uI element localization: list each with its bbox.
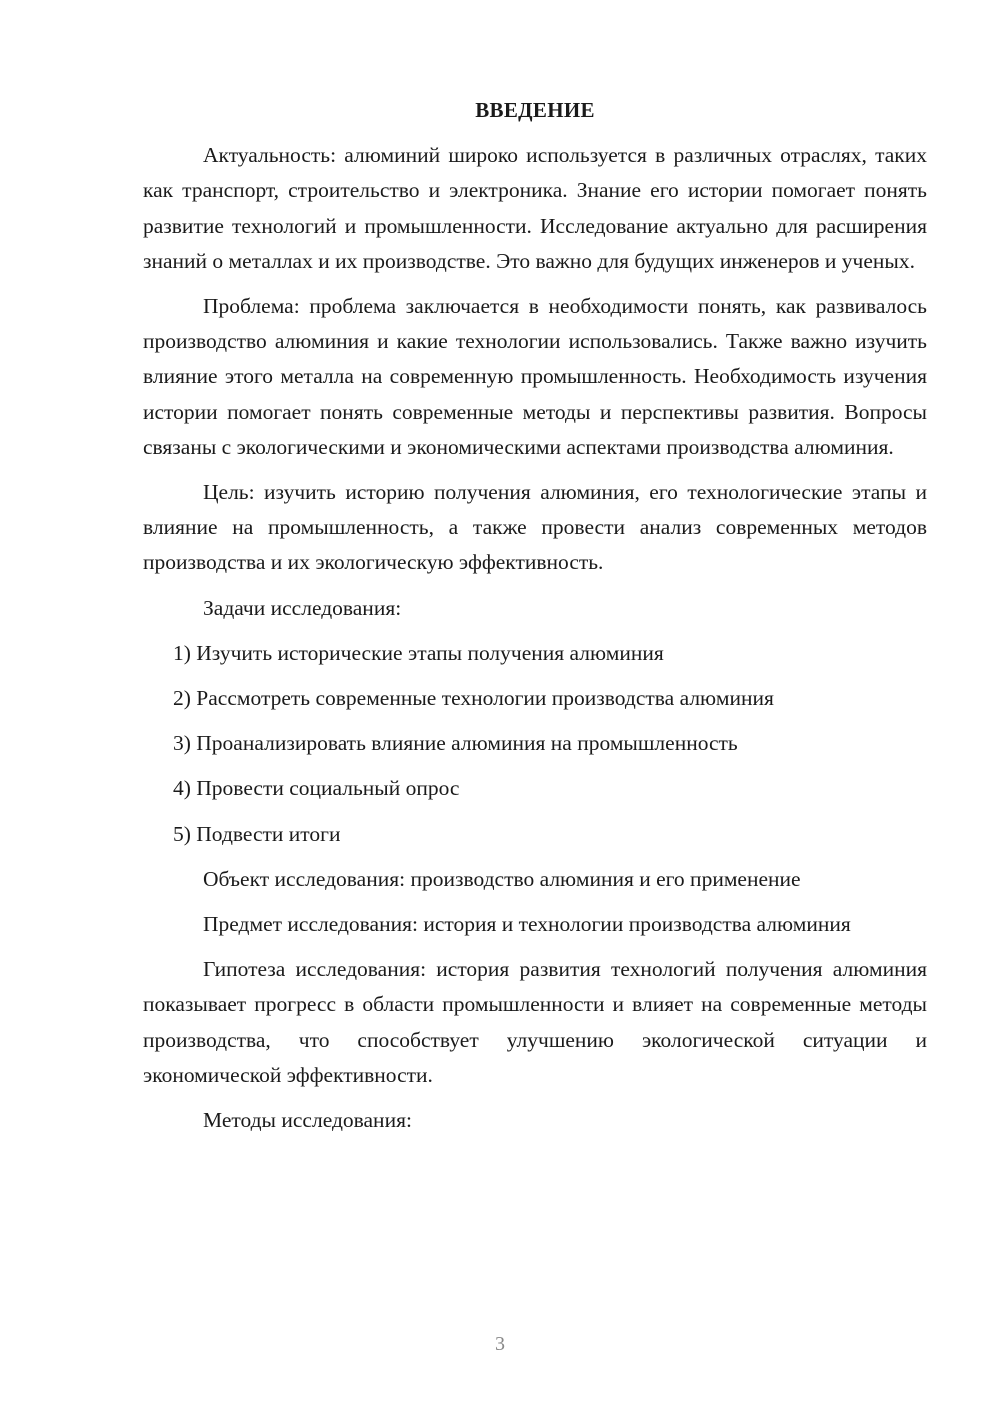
methods-heading: Методы исследования:	[203, 1108, 412, 1133]
page-number: 3	[495, 1333, 505, 1355]
task-item-5: 5) Подвести итоги	[173, 821, 341, 846]
paragraph-goal: Цель: изучить историю получения алюминия, его технологические этапы и влияние на промышленность, а также провести анализ современных методов производства и их экологическую эффективность.	[143, 480, 927, 575]
document-page	[143, 93, 927, 1148]
task-item-4: 4) Провести социальный опрос	[173, 776, 460, 801]
tasks-heading: Задачи исследования:	[203, 595, 402, 620]
paragraph-subject: Предмет исследования: история и технологии производства алюминия	[203, 912, 851, 937]
paragraph-relevance: Актуальность: алюминий широко используется в различных отраслях, таких как транспорт, строительство и электроника. Знание его истории помогает понять развитие технологий и промышленности. Исследование актуально для расширения знаний о металлах и их производстве. Это важно для будущих инженеров и ученых.	[143, 143, 927, 273]
paragraph-problem: Проблема: проблема заключается в необходимости понять, как развивалось производство алюминия и какие технологии использовались. Также важно изучить влияние этого металла на современную промышленность. Необходимость изучения истории помогает понять современные методы и перспективы развития. Вопросы связаны с экологическими и экономическими аспектами производства алюминия.	[143, 294, 927, 459]
task-item-2: 2) Рассмотреть современные технологии производства алюминия	[173, 686, 774, 711]
tasks-list	[143, 636, 927, 852]
task-item-3: 3) Проанализировать влияние алюминия на промышленность	[173, 731, 738, 756]
task-item-1: 1) Изучить исторические этапы получения алюминия	[173, 640, 664, 665]
section-title: ВВЕДЕНИЕ	[475, 98, 595, 122]
paragraph-object: Объект исследования: производство алюминия и его применение	[203, 866, 801, 891]
paragraph-hypothesis: Гипотеза исследования: история развития технологий получения алюминия показывает прогресс в области промышленности и влияет на современные методы производства, что способствует улучшению экологической ситуации и экономической эффективности.	[143, 957, 927, 1087]
